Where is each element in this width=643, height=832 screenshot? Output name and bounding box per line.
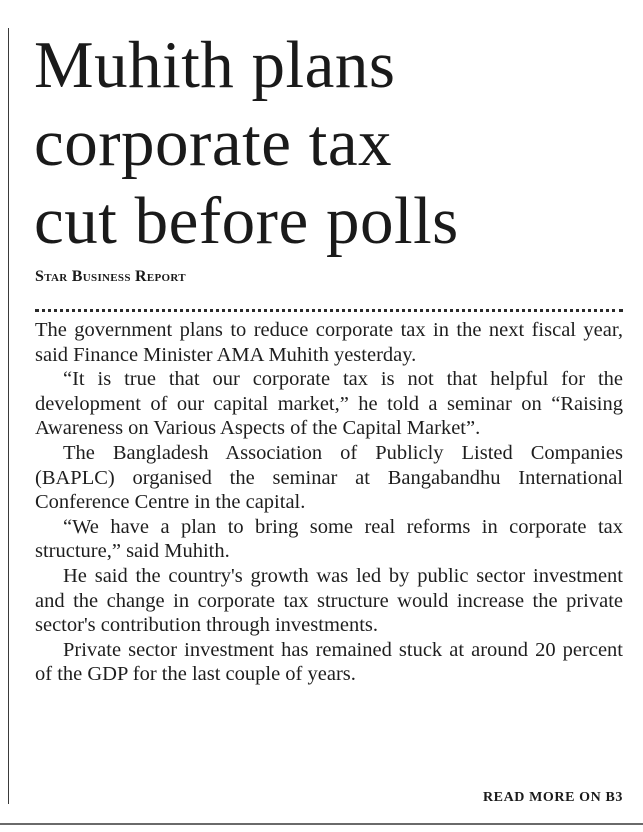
bottom-rule xyxy=(0,823,643,825)
body-paragraph-4: “We have a plan to bring some real reforms in corporate tax structure,” said Muhith. xyxy=(35,515,623,563)
headline-line-1: Muhith plans xyxy=(34,28,396,102)
body-paragraph-6: Private sector investment has remained stuck at around 20 percent of the GDP for the last couple of years. xyxy=(35,638,623,686)
headline xyxy=(34,26,634,260)
headline-line-2: corporate tax xyxy=(34,106,393,180)
read-more-link[interactable]: READ MORE ON B3 xyxy=(482,790,623,805)
body-paragraph-2: “It is true that our corporate tax is not that helpful for the development of our capital market,” he told a seminar on “Raising Awareness on Various Aspects of the Capital Market”. xyxy=(35,368,623,440)
headline-line-3: cut before polls xyxy=(34,184,459,258)
body-paragraph-1: The government plans to reduce corporate tax in the next fiscal year, said Finance Minister AMA Muhith yesterday. xyxy=(35,319,623,366)
body-paragraph-5: He said the country's growth was led by public sector investment and the change in corporate tax structure would increase the private sector's contribution through investments. xyxy=(35,564,623,637)
body-paragraph-3: The Bangladesh Association of Publicly Listed Companies (BAPLC) organised the seminar at Bangabandhu International Conference Centre in the capital. xyxy=(35,441,623,514)
dotted-divider xyxy=(35,309,623,312)
byline: Star Business Report xyxy=(35,268,186,285)
article-body xyxy=(35,318,623,687)
column-rule xyxy=(8,28,9,804)
